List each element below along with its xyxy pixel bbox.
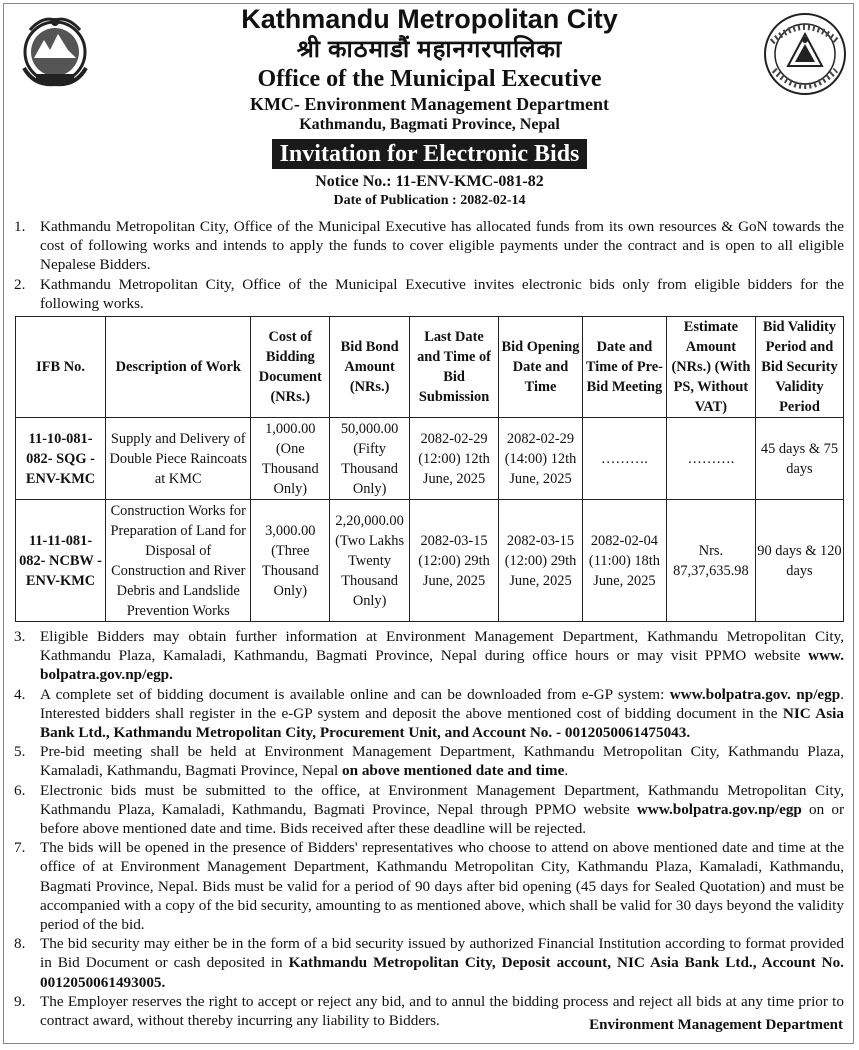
cost-cell: 3,000.00 (Three Thousand Only) xyxy=(251,500,330,622)
header xyxy=(0,0,859,209)
department-title: KMC- Environment Management Department xyxy=(249,94,610,114)
bank-account-text: NIC Asia Bank Ltd., Kathmandu Metropolitan City, Procurement Unit, and Account No. - 0012050061475043. xyxy=(40,704,844,742)
city-title-nepali: श्री काठमाडौं महानगरपालिका xyxy=(296,37,563,63)
clause-text: . xyxy=(564,762,569,780)
clauses xyxy=(14,627,844,1030)
clause-2 xyxy=(14,275,844,313)
intro-clauses xyxy=(14,217,844,313)
clause-5 xyxy=(14,742,844,780)
office-title: Office of the Municipal Executive xyxy=(257,66,602,92)
column-header: IFB No. xyxy=(16,317,106,418)
column-header: Bid Bond Amount (NRs.) xyxy=(330,317,410,418)
submission-cell: 2082-02-29 (12:00) 12th June, 2025 xyxy=(410,418,499,500)
description-cell: Supply and Delivery of Double Piece Raincoats at KMC xyxy=(106,418,251,500)
clause-3 xyxy=(14,627,844,685)
clause-text: The Employer reserves the right to accept or reject any bid, and to annul the bidding process and reject all bids at any time prior to contract award, without thereby incurring any liability to Bidders. xyxy=(40,992,844,1030)
table-row xyxy=(16,418,844,500)
cost-cell: 1,000.00 (One Thousand Only) xyxy=(251,418,330,500)
clause-text: Kathmandu Metropolitan City, Office of the Municipal Executive invites electronic bids only from eligible bidders for the following works. xyxy=(40,275,844,312)
egp-link[interactable]: www.bolpatra.gov. np/egp xyxy=(669,685,841,703)
clause-7 xyxy=(14,838,844,934)
signature: Environment Management Department xyxy=(589,1017,843,1033)
prebid-cell: 2082-02-04 (11:00) 18th June, 2025 xyxy=(582,500,666,622)
ifb-cell: 11-10-081-082- SQG -ENV-KMC xyxy=(16,418,106,500)
column-header: Last Date and Time of Bid Submission xyxy=(410,317,499,418)
submission-cell: 2082-03-15 (12:00) 29th June, 2025 xyxy=(410,500,499,622)
prebid-cell: ………. xyxy=(582,418,666,500)
location-title: Kathmandu, Bagmati Province, Nepal xyxy=(299,116,560,133)
clause-text: A complete set of bidding document is available online and can be downloaded from e-GP system: xyxy=(40,685,670,703)
clause-number: 2. xyxy=(14,275,26,293)
notice-number: Notice No.: 11-ENV-KMC-081-82 xyxy=(315,173,544,190)
clause-number: 5. xyxy=(14,743,26,761)
table-row xyxy=(16,500,844,622)
bids-table xyxy=(15,316,844,622)
column-header: Bid Opening Date and Time xyxy=(499,317,583,418)
clause-number: 6. xyxy=(14,781,26,799)
opening-cell: 2082-03-15 (12:00) 29th June, 2025 xyxy=(499,500,583,622)
clause-6 xyxy=(14,781,844,839)
ppmo-link[interactable]: www. bolpatra.gov.np/egp. xyxy=(40,647,844,684)
clause-text: on or before above mentioned date and time. Bids received after these deadline will be rejected. xyxy=(40,800,844,838)
clause-number: 7. xyxy=(14,839,26,857)
clause-number: 8. xyxy=(14,935,26,953)
clause-number: 1. xyxy=(14,218,26,235)
clause-1 xyxy=(14,217,844,275)
column-header: Estimate Amount (NRs.) (With PS, Without VAT) xyxy=(666,317,755,418)
column-header: Bid Validity Period and Bid Security Validity Period xyxy=(755,317,843,418)
clause-4 xyxy=(14,685,844,743)
column-header: Description of Work xyxy=(106,317,251,418)
clause-number: 3. xyxy=(14,628,26,645)
opening-cell: 2082-02-29 (14:00) 12th June, 2025 xyxy=(499,418,583,500)
table-header-row xyxy=(16,317,844,418)
bond-cell: 50,000.00 (Fifty Thousand Only) xyxy=(330,418,410,500)
egp-link[interactable]: www.bolpatra.gov.np/egp xyxy=(636,800,802,818)
clause-text: Pre-bid meeting shall be held at Environment Management Department, Kathmandu Metropolitan City, Kathmandu Plaza, Kamaladi, Kathmandu, Bagmati Province, Nepal xyxy=(40,743,844,780)
clause-number: 4. xyxy=(14,685,26,703)
clause-text: Eligible Bidders may obtain further information at Environment Management Department, Kathmandu Metropolitan City, Kathmandu Plaza, Kamaladi, Kathmandu, Bagmati Province, Nepal during office hours or may visit PPMO website xyxy=(40,628,844,665)
column-header: Cost of Bidding Document (NRs.) xyxy=(251,317,330,418)
column-header: Date and Time of Pre-Bid Meeting xyxy=(582,317,666,418)
clause-text: Electronic bids must be submitted to the office, at Environment Management Department, Kathmandu Metropolitan City, Kathmandu Plaza, Kamaladi, Kathmandu, Bagmati Province, Nepal through PPMO website xyxy=(40,781,844,818)
bond-cell: 2,20,000.00 (Two Lakhs Twenty Thousand Only) xyxy=(330,500,410,622)
clause-text: Kathmandu Metropolitan City, Office of the Municipal Executive has allocated funds from its own resources & GoN towards the cost of following works and intends to apply the funds to cover eligible payments under the contract and is open to all eligible Nepalese Bidders. xyxy=(40,218,844,274)
emphasis-text: on above mentioned date and time xyxy=(341,762,565,780)
deposit-account-text: Kathmandu Metropolitan City, Deposit account, NIC Asia Bank Ltd., Account No. 0012050061493005. xyxy=(40,954,844,991)
estimate-cell: Nrs. 87,37,635.98 xyxy=(666,500,755,622)
clause-text: . Interested bidders shall register in the e-GP system and deposit the above mentioned cost of bidding document in the xyxy=(40,685,844,722)
publication-date: Date of Publication : 2082-02-14 xyxy=(333,193,526,208)
validity-cell: 45 days & 75 days xyxy=(755,418,843,500)
clause-8 xyxy=(14,934,844,992)
validity-cell: 90 days & 120 days xyxy=(755,500,843,622)
city-title: Kathmandu Metropolitan City xyxy=(241,4,618,34)
clause-text: The bids will be opened in the presence of Bidders' representatives who choose to attend on above mentioned date and time at the office of at Environment Management Department, Kathmandu Metropolitan City, Kathmandu Plaza, Kamaladi, Kathmandu, Bagmati Province, Nepal. Bids must be valid for a period of 90 days after bid opening (45 days for Sealed Quotation) and must be accompanied with a copy of the bid security, amounting to as mentioned above, which shall be valid for 30 days beyond the validity period of the bid. xyxy=(40,839,844,934)
ifb-cell: 11-11-081-082- NCBW -ENV-KMC xyxy=(16,500,106,622)
description-cell: Construction Works for Preparation of Land for Disposal of Construction and River Debris and Landslide Prevention Works xyxy=(106,500,251,622)
clause-text: The bid security may either be in the form of a bid security issued by authorized Financial Institution according to format provided in Bid Document or cash deposited in xyxy=(40,935,844,972)
estimate-cell: ………. xyxy=(666,418,755,500)
invitation-banner: Invitation for Electronic Bids xyxy=(272,139,588,169)
clause-number: 9. xyxy=(14,992,26,1010)
